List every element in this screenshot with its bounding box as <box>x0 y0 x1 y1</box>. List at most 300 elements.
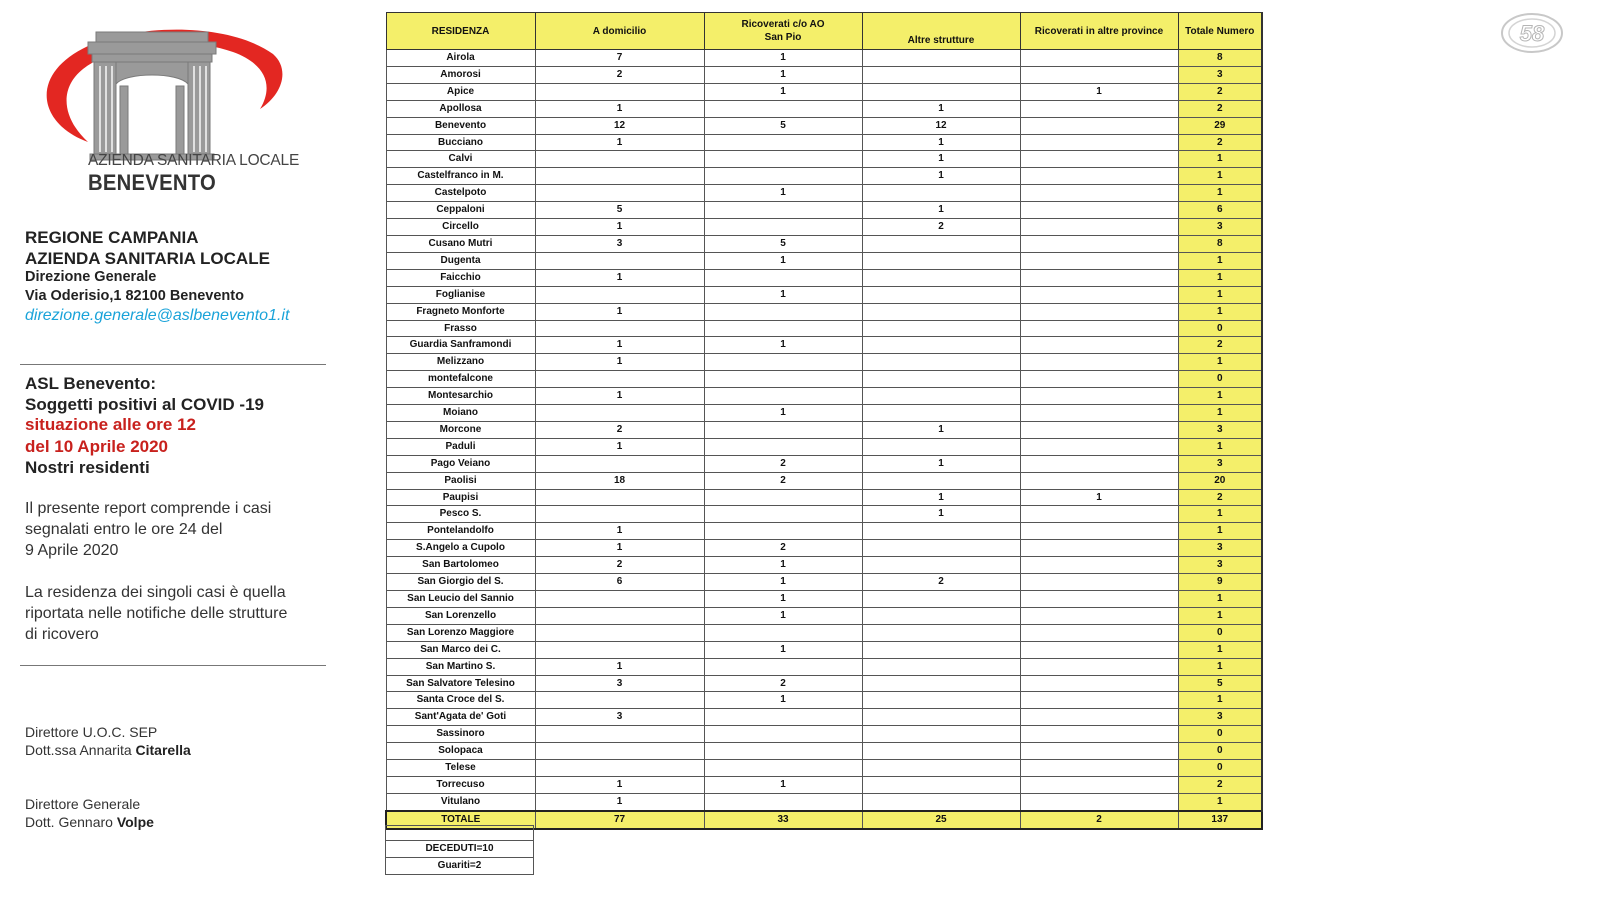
cell-home: 1 <box>535 337 704 354</box>
cell-home <box>535 607 704 624</box>
agency-heading: AZIENDA SANITARIA LOCALE <box>25 249 270 268</box>
cell-home <box>535 506 704 523</box>
cell-residence: San Lorenzello <box>386 607 535 624</box>
cell-other-provinces <box>1020 219 1178 236</box>
cell-other-provinces <box>1020 709 1178 726</box>
cell-san-pio: 1 <box>704 776 862 793</box>
cell-san-pio <box>704 760 862 777</box>
cell-residence: Sant'Agata de' Goti <box>386 709 535 726</box>
cell-total: 3 <box>1178 540 1262 557</box>
cell-other-structures: 1 <box>862 489 1020 506</box>
cell-other-structures: 1 <box>862 506 1020 523</box>
cell-san-pio: 1 <box>704 557 862 574</box>
table-row <box>386 117 1262 134</box>
cell-other-structures <box>862 337 1020 354</box>
cell-other-structures <box>862 709 1020 726</box>
cell-total: 1 <box>1178 151 1262 168</box>
table-row <box>386 151 1262 168</box>
cell-san-pio: 1 <box>704 252 862 269</box>
cell-other-structures <box>862 624 1020 641</box>
table-header-row <box>386 13 1262 50</box>
table-row <box>386 557 1262 574</box>
table-row <box>386 472 1262 489</box>
table-row <box>386 489 1262 506</box>
cell-san-pio <box>704 269 862 286</box>
cell-residence: Pontelandolfo <box>386 523 535 540</box>
cell-other-provinces <box>1020 269 1178 286</box>
cell-san-pio <box>704 506 862 523</box>
cell-home: 1 <box>535 540 704 557</box>
cell-total: 0 <box>1178 726 1262 743</box>
cell-other-provinces <box>1020 252 1178 269</box>
cell-residence: Fragneto Monforte <box>386 303 535 320</box>
cell-other-structures: 2 <box>862 574 1020 591</box>
cell-total: 1 <box>1178 607 1262 624</box>
cell-total: 9 <box>1178 574 1262 591</box>
cell-residence: Morcone <box>386 421 535 438</box>
cell-san-pio <box>704 624 862 641</box>
cell-home <box>535 743 704 760</box>
cell-total: 6 <box>1178 202 1262 219</box>
channel-number: 58 <box>1519 21 1545 46</box>
cell-home: 1 <box>535 134 704 151</box>
cell-other-structures <box>862 692 1020 709</box>
report-date: del 10 Aprile 2020 <box>25 437 169 456</box>
table-row <box>386 337 1262 354</box>
cell-other-provinces <box>1020 574 1178 591</box>
table-row <box>386 235 1262 252</box>
cell-residence: Apice <box>386 83 535 100</box>
divider <box>20 665 326 666</box>
cell-san-pio <box>704 202 862 219</box>
cell-other-provinces <box>1020 776 1178 793</box>
cell-other-structures: 1 <box>862 421 1020 438</box>
cell-home: 6 <box>535 574 704 591</box>
cell-total: 0 <box>1178 760 1262 777</box>
cell-residence: San Salvatore Telesino <box>386 675 535 692</box>
cell-san-pio: 2 <box>704 540 862 557</box>
cell-total: 2 <box>1178 337 1262 354</box>
cell-home <box>535 405 704 422</box>
cell-other-structures <box>862 557 1020 574</box>
cell-san-pio <box>704 134 862 151</box>
col-header-other-structures: Altre strutture <box>862 13 1020 50</box>
table-row <box>386 692 1262 709</box>
cell-other-structures <box>862 269 1020 286</box>
cell-residence: Moiano <box>386 405 535 422</box>
region-heading: REGIONE CAMPANIA <box>25 228 199 247</box>
cell-san-pio: 1 <box>704 607 862 624</box>
total-san-pio: 33 <box>704 811 862 829</box>
cell-residence: Circello <box>386 219 535 236</box>
cell-other-provinces <box>1020 151 1178 168</box>
table-row <box>386 591 1262 608</box>
table-row <box>386 185 1262 202</box>
table-row <box>386 388 1262 405</box>
cell-san-pio: 1 <box>704 185 862 202</box>
cell-other-provinces <box>1020 134 1178 151</box>
cell-other-structures <box>862 185 1020 202</box>
cell-residence: Foglianise <box>386 286 535 303</box>
cell-other-provinces <box>1020 421 1178 438</box>
cell-home <box>535 168 704 185</box>
cell-other-provinces: 1 <box>1020 83 1178 100</box>
table-row <box>386 354 1262 371</box>
cell-san-pio <box>704 320 862 337</box>
table-row <box>386 776 1262 793</box>
cell-total: 0 <box>1178 743 1262 760</box>
cell-other-structures: 1 <box>862 202 1020 219</box>
cell-residence: montefalcone <box>386 371 535 388</box>
cell-san-pio <box>704 371 862 388</box>
cell-other-provinces <box>1020 641 1178 658</box>
cell-san-pio <box>704 658 862 675</box>
table-row <box>386 624 1262 641</box>
direction-text: Direzione Generale <box>25 269 157 285</box>
cell-home: 1 <box>535 100 704 117</box>
cell-other-provinces <box>1020 506 1178 523</box>
cell-home <box>535 286 704 303</box>
cell-san-pio <box>704 793 862 810</box>
cell-san-pio <box>704 388 862 405</box>
email-link[interactable]: direzione.generale@aslbenevento1.it <box>25 307 290 324</box>
cell-home <box>535 371 704 388</box>
cell-other-structures <box>862 252 1020 269</box>
cell-other-provinces <box>1020 658 1178 675</box>
cell-san-pio <box>704 100 862 117</box>
cell-home <box>535 320 704 337</box>
cell-san-pio <box>704 438 862 455</box>
address-text: Via Oderisio,1 82100 Benevento <box>25 288 244 304</box>
cell-other-structures <box>862 776 1020 793</box>
cell-residence: Cusano Mutri <box>386 235 535 252</box>
table-row <box>386 371 1262 388</box>
cell-other-structures <box>862 540 1020 557</box>
cell-other-structures <box>862 793 1020 810</box>
cell-other-structures <box>862 523 1020 540</box>
cell-san-pio: 5 <box>704 117 862 134</box>
table-row <box>386 286 1262 303</box>
cell-other-provinces <box>1020 303 1178 320</box>
cell-other-provinces <box>1020 523 1178 540</box>
cell-san-pio <box>704 709 862 726</box>
deceased-count: DECEDUTI=10 <box>386 841 534 858</box>
cell-total: 3 <box>1178 557 1262 574</box>
table-row <box>386 320 1262 337</box>
cell-total: 1 <box>1178 641 1262 658</box>
cell-residence: Montesarchio <box>386 388 535 405</box>
cell-residence: Calvi <box>386 151 535 168</box>
cell-residence: San Marco dei C. <box>386 641 535 658</box>
cell-home: 2 <box>535 557 704 574</box>
cell-residence: Frasso <box>386 320 535 337</box>
cell-residence: San Giorgio del S. <box>386 574 535 591</box>
total-total: 137 <box>1178 811 1262 829</box>
cell-other-structures <box>862 235 1020 252</box>
cell-total: 8 <box>1178 235 1262 252</box>
cell-other-structures <box>862 286 1020 303</box>
cell-home: 5 <box>535 202 704 219</box>
table-row <box>386 523 1262 540</box>
cell-total: 0 <box>1178 624 1262 641</box>
cell-home: 7 <box>535 50 704 67</box>
cell-san-pio: 2 <box>704 455 862 472</box>
cell-other-provinces <box>1020 286 1178 303</box>
cell-other-provinces <box>1020 66 1178 83</box>
cell-san-pio: 1 <box>704 337 862 354</box>
cell-total: 5 <box>1178 675 1262 692</box>
col-header-other-provinces: Ricoverati in altre province <box>1020 13 1178 50</box>
cell-residence: Castelpoto <box>386 185 535 202</box>
cell-total: 2 <box>1178 489 1262 506</box>
report-time: situazione alle ore 12 <box>25 415 197 434</box>
cell-other-structures <box>862 320 1020 337</box>
cell-other-structures <box>862 760 1020 777</box>
cell-other-provinces <box>1020 607 1178 624</box>
cell-residence: Paolisi <box>386 472 535 489</box>
cell-san-pio: 1 <box>704 83 862 100</box>
cell-home: 1 <box>535 303 704 320</box>
cell-home <box>535 641 704 658</box>
cell-total: 1 <box>1178 168 1262 185</box>
cell-other-structures <box>862 303 1020 320</box>
cell-other-provinces <box>1020 100 1178 117</box>
cell-residence: Pago Veiano <box>386 455 535 472</box>
cell-other-structures <box>862 50 1020 67</box>
recovered-count: Guariti=2 <box>386 858 534 875</box>
table-row <box>386 269 1262 286</box>
cell-other-structures <box>862 83 1020 100</box>
col-header-san-pio: Ricoverati c/o AO San Pio <box>704 13 862 50</box>
cell-san-pio <box>704 421 862 438</box>
cell-total: 3 <box>1178 66 1262 83</box>
cell-total: 1 <box>1178 506 1262 523</box>
cell-other-structures <box>862 675 1020 692</box>
cell-residence: Dugenta <box>386 252 535 269</box>
cell-residence: San Lorenzo Maggiore <box>386 624 535 641</box>
cell-home: 3 <box>535 235 704 252</box>
divider <box>20 364 326 365</box>
table-row <box>386 540 1262 557</box>
cell-residence: San Bartolomeo <box>386 557 535 574</box>
cell-home: 3 <box>535 675 704 692</box>
cell-other-structures <box>862 726 1020 743</box>
cell-other-structures <box>862 641 1020 658</box>
cell-other-structures <box>862 607 1020 624</box>
cell-other-provinces <box>1020 50 1178 67</box>
cell-san-pio <box>704 168 862 185</box>
cell-total: 8 <box>1178 50 1262 67</box>
table-row <box>386 100 1262 117</box>
report-note-cases: Il presente report comprende i casi segnalati entro le ore 24 del 9 Aprile 2020 <box>25 500 272 559</box>
cell-home: 1 <box>535 793 704 810</box>
total-other-provinces: 2 <box>1020 811 1178 829</box>
cell-other-structures <box>862 66 1020 83</box>
cell-san-pio: 2 <box>704 472 862 489</box>
cell-other-structures: 12 <box>862 117 1020 134</box>
cell-total: 0 <box>1178 371 1262 388</box>
table-row <box>386 83 1262 100</box>
cell-total: 1 <box>1178 438 1262 455</box>
cell-home <box>535 489 704 506</box>
cell-other-provinces <box>1020 320 1178 337</box>
report-subtitle: Soggetti positivi al COVID -19 <box>25 395 264 414</box>
table-row <box>386 134 1262 151</box>
cell-residence: Santa Croce del S. <box>386 692 535 709</box>
cell-total: 1 <box>1178 591 1262 608</box>
cell-home: 18 <box>535 472 704 489</box>
cell-home <box>535 591 704 608</box>
cell-residence: Bucciano <box>386 134 535 151</box>
cell-home <box>535 455 704 472</box>
table-row <box>386 405 1262 422</box>
cell-total: 3 <box>1178 421 1262 438</box>
cell-total: 3 <box>1178 219 1262 236</box>
table-row <box>386 760 1262 777</box>
cell-other-structures: 1 <box>862 134 1020 151</box>
cell-residence: Apollosa <box>386 100 535 117</box>
cell-home: 1 <box>535 219 704 236</box>
cell-home <box>535 726 704 743</box>
cell-other-provinces <box>1020 726 1178 743</box>
cell-total: 29 <box>1178 117 1262 134</box>
table-row <box>386 219 1262 236</box>
cell-total: 2 <box>1178 100 1262 117</box>
cell-san-pio: 1 <box>704 50 862 67</box>
cell-other-provinces <box>1020 185 1178 202</box>
cell-other-provinces <box>1020 557 1178 574</box>
cell-home <box>535 185 704 202</box>
cell-total: 1 <box>1178 793 1262 810</box>
cell-other-structures <box>862 388 1020 405</box>
cell-san-pio <box>704 489 862 506</box>
cell-other-provinces <box>1020 540 1178 557</box>
cell-total: 2 <box>1178 83 1262 100</box>
cell-total: 1 <box>1178 303 1262 320</box>
cell-home: 1 <box>535 523 704 540</box>
cell-other-structures <box>862 743 1020 760</box>
cell-home: 1 <box>535 438 704 455</box>
cell-home: 1 <box>535 658 704 675</box>
cell-other-structures <box>862 472 1020 489</box>
cell-home <box>535 151 704 168</box>
outcomes-table <box>385 825 534 875</box>
cell-san-pio: 1 <box>704 66 862 83</box>
cell-residence: Benevento <box>386 117 535 134</box>
cell-other-provinces <box>1020 591 1178 608</box>
table-row <box>386 66 1262 83</box>
total-residence: TOTALE <box>386 811 535 829</box>
cell-san-pio: 1 <box>704 591 862 608</box>
table-row <box>386 675 1262 692</box>
cell-home: 2 <box>535 421 704 438</box>
cell-other-provinces <box>1020 405 1178 422</box>
table-row <box>386 574 1262 591</box>
cell-san-pio <box>704 303 862 320</box>
table-row <box>386 168 1262 185</box>
table-row <box>386 743 1262 760</box>
cell-other-provinces <box>1020 624 1178 641</box>
cell-total: 1 <box>1178 405 1262 422</box>
cell-residence: San Leucio del Sannio <box>386 591 535 608</box>
cell-home: 1 <box>535 388 704 405</box>
table-row <box>386 506 1262 523</box>
logo-city-text: BENEVENTO <box>88 170 217 195</box>
cell-other-provinces <box>1020 793 1178 810</box>
cell-residence: Paduli <box>386 438 535 455</box>
cell-other-provinces <box>1020 235 1178 252</box>
cell-home: 2 <box>535 66 704 83</box>
cell-other-structures <box>862 591 1020 608</box>
cell-other-provinces <box>1020 202 1178 219</box>
cell-other-provinces <box>1020 371 1178 388</box>
cell-other-provinces: 1 <box>1020 489 1178 506</box>
table-row <box>386 709 1262 726</box>
cell-total: 2 <box>1178 776 1262 793</box>
cell-other-provinces <box>1020 743 1178 760</box>
cell-san-pio <box>704 726 862 743</box>
report-title: ASL Benevento: <box>25 374 156 393</box>
table-row <box>386 421 1262 438</box>
cell-san-pio <box>704 354 862 371</box>
cell-other-structures: 2 <box>862 219 1020 236</box>
cell-total: 20 <box>1178 472 1262 489</box>
cell-total: 3 <box>1178 709 1262 726</box>
cell-total: 2 <box>1178 134 1262 151</box>
cell-other-provinces <box>1020 337 1178 354</box>
cell-other-provinces <box>1020 675 1178 692</box>
cell-total: 1 <box>1178 388 1262 405</box>
signature-dg: Direttore Generale Dott. Gennaro Volpe <box>25 796 154 830</box>
cell-san-pio <box>704 151 862 168</box>
cell-other-provinces <box>1020 692 1178 709</box>
cell-other-structures <box>862 405 1020 422</box>
cell-total: 1 <box>1178 658 1262 675</box>
cell-home <box>535 692 704 709</box>
cell-total: 1 <box>1178 286 1262 303</box>
cell-other-provinces <box>1020 438 1178 455</box>
cell-residence: San Martino S. <box>386 658 535 675</box>
logo-agency-text: AZIENDA SANITARIA LOCALE <box>88 152 300 169</box>
cell-san-pio: 2 <box>704 675 862 692</box>
table-row <box>386 50 1262 67</box>
table-row <box>386 202 1262 219</box>
cell-other-provinces <box>1020 117 1178 134</box>
cell-residence: Paupisi <box>386 489 535 506</box>
signature-sep: Direttore U.O.C. SEP Dott.ssa Annarita Citarella <box>25 724 191 758</box>
cell-home <box>535 760 704 777</box>
cell-residence: Sassinoro <box>386 726 535 743</box>
channel-58-logo <box>1500 12 1564 54</box>
cell-san-pio: 1 <box>704 574 862 591</box>
table-row <box>386 793 1262 810</box>
cell-san-pio <box>704 523 862 540</box>
total-home: 77 <box>535 811 704 829</box>
cell-home: 3 <box>535 709 704 726</box>
table-row <box>386 252 1262 269</box>
col-header-home: A domicilio <box>535 13 704 50</box>
cell-residence: Airola <box>386 50 535 67</box>
cell-residence: Melizzano <box>386 354 535 371</box>
cell-total: 3 <box>1178 455 1262 472</box>
cell-residence: Vitulano <box>386 793 535 810</box>
cell-other-structures <box>862 658 1020 675</box>
cell-total: 1 <box>1178 523 1262 540</box>
table-row <box>386 726 1262 743</box>
report-note-residence: La residenza dei singoli casi è quella riportata nelle notifiche delle strutture di ricovero <box>25 584 288 643</box>
col-header-residence: RESIDENZA <box>386 13 535 50</box>
cell-residence: Pesco S. <box>386 506 535 523</box>
